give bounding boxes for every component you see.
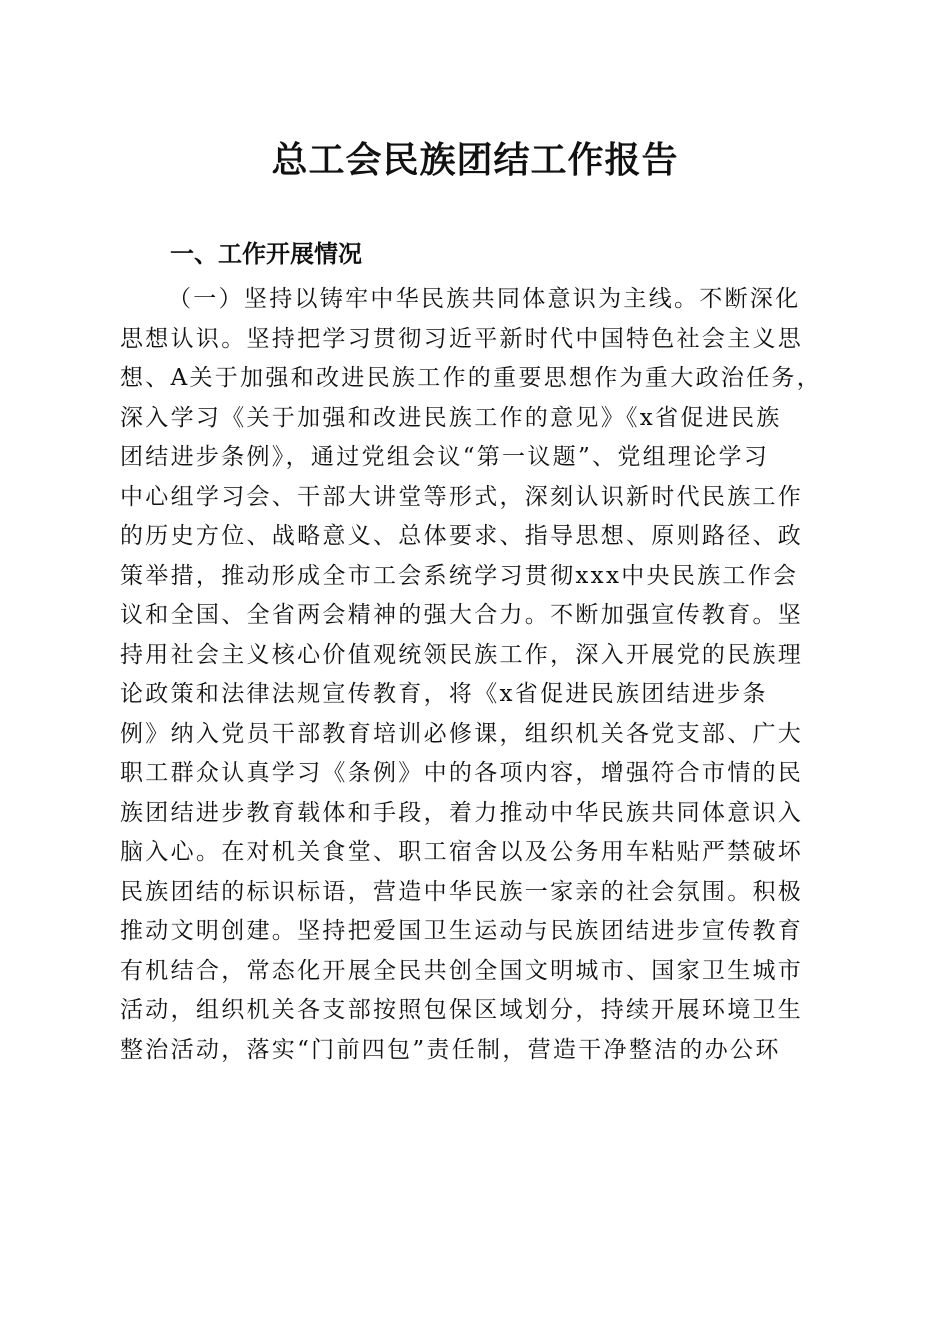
paragraph-line: 族团结进步教育载体和手段，着力推动中华民族共同体意识入 <box>120 799 804 826</box>
paragraph-line: 持用社会主义核心价值观统领民族工作，深入开展党的民族理 <box>120 641 804 668</box>
paragraph-line: 的历史方位、战略意义、总体要求、指导思想、原则路径、政 <box>120 523 804 549</box>
paragraph-line: 中心组学习会、干部大讲堂等形式，深刻认识新时代民族工作 <box>120 483 804 510</box>
paragraph-line: 思想认识。坚持把学习贯彻习近平新时代中国特色社会主义思 <box>120 325 804 352</box>
paragraph-line: 民族团结的标识标语，营造中华民族一家亲的社会氛围。积极 <box>120 878 804 905</box>
paragraph-line: 整治活动，落实“门前四包”责任制，营造干净整洁的办公环 <box>120 1036 781 1063</box>
section-heading: 一、工作开展情况 <box>170 240 362 268</box>
paragraph-line: 想、A关于加强和改进民族工作的重要思想作为重大政治任务， <box>120 365 823 391</box>
paragraph-line: 例》纳入党员干部教育培训必修课，组织机关各党支部、广大 <box>120 720 804 747</box>
paragraph-line: 推动文明创建。坚持把爱国卫生运动与民族团结进步宣传教育 <box>120 918 804 944</box>
paragraph-line: 职工群众认真学习《条例》中的各项内容，增强符合市情的民 <box>120 760 804 786</box>
paragraph-line: 团结进步条例》，通过党组会议“第一议题”、党组理论学习 <box>120 444 770 470</box>
paragraph-line: 策举措，推动形成全市工会系统学习贯彻xxx中央民族工作会 <box>120 562 799 589</box>
body-paragraph <box>120 280 832 1070</box>
document-title: 总工会民族团结工作报告 <box>271 139 679 181</box>
paragraph-line: 议和全国、全省两会精神的强大合力。不断加强宣传教育。坚 <box>120 602 804 628</box>
paragraph-line: 有机结合，常态化开展全民共创全国文明城市、国家卫生城市 <box>120 957 804 984</box>
paragraph-line: 论政策和法律法规宣传教育，将《x省促进民族团结进步条 <box>120 681 768 707</box>
paragraph-line: （一）坚持以铸牢中华民族共同体意识为主线。不断深化 <box>168 286 801 312</box>
paragraph-line: 活动，组织机关各支部按照包保区域划分，持续开展环境卫生 <box>120 997 804 1023</box>
paragraph-line: 脑入心。在对机关食堂、职工宿舍以及公务用车粘贴严禁破坏 <box>120 839 804 865</box>
paragraph-line: 深入学习《关于加强和改进民族工作的意见》《x省促进民族 <box>120 404 782 431</box>
